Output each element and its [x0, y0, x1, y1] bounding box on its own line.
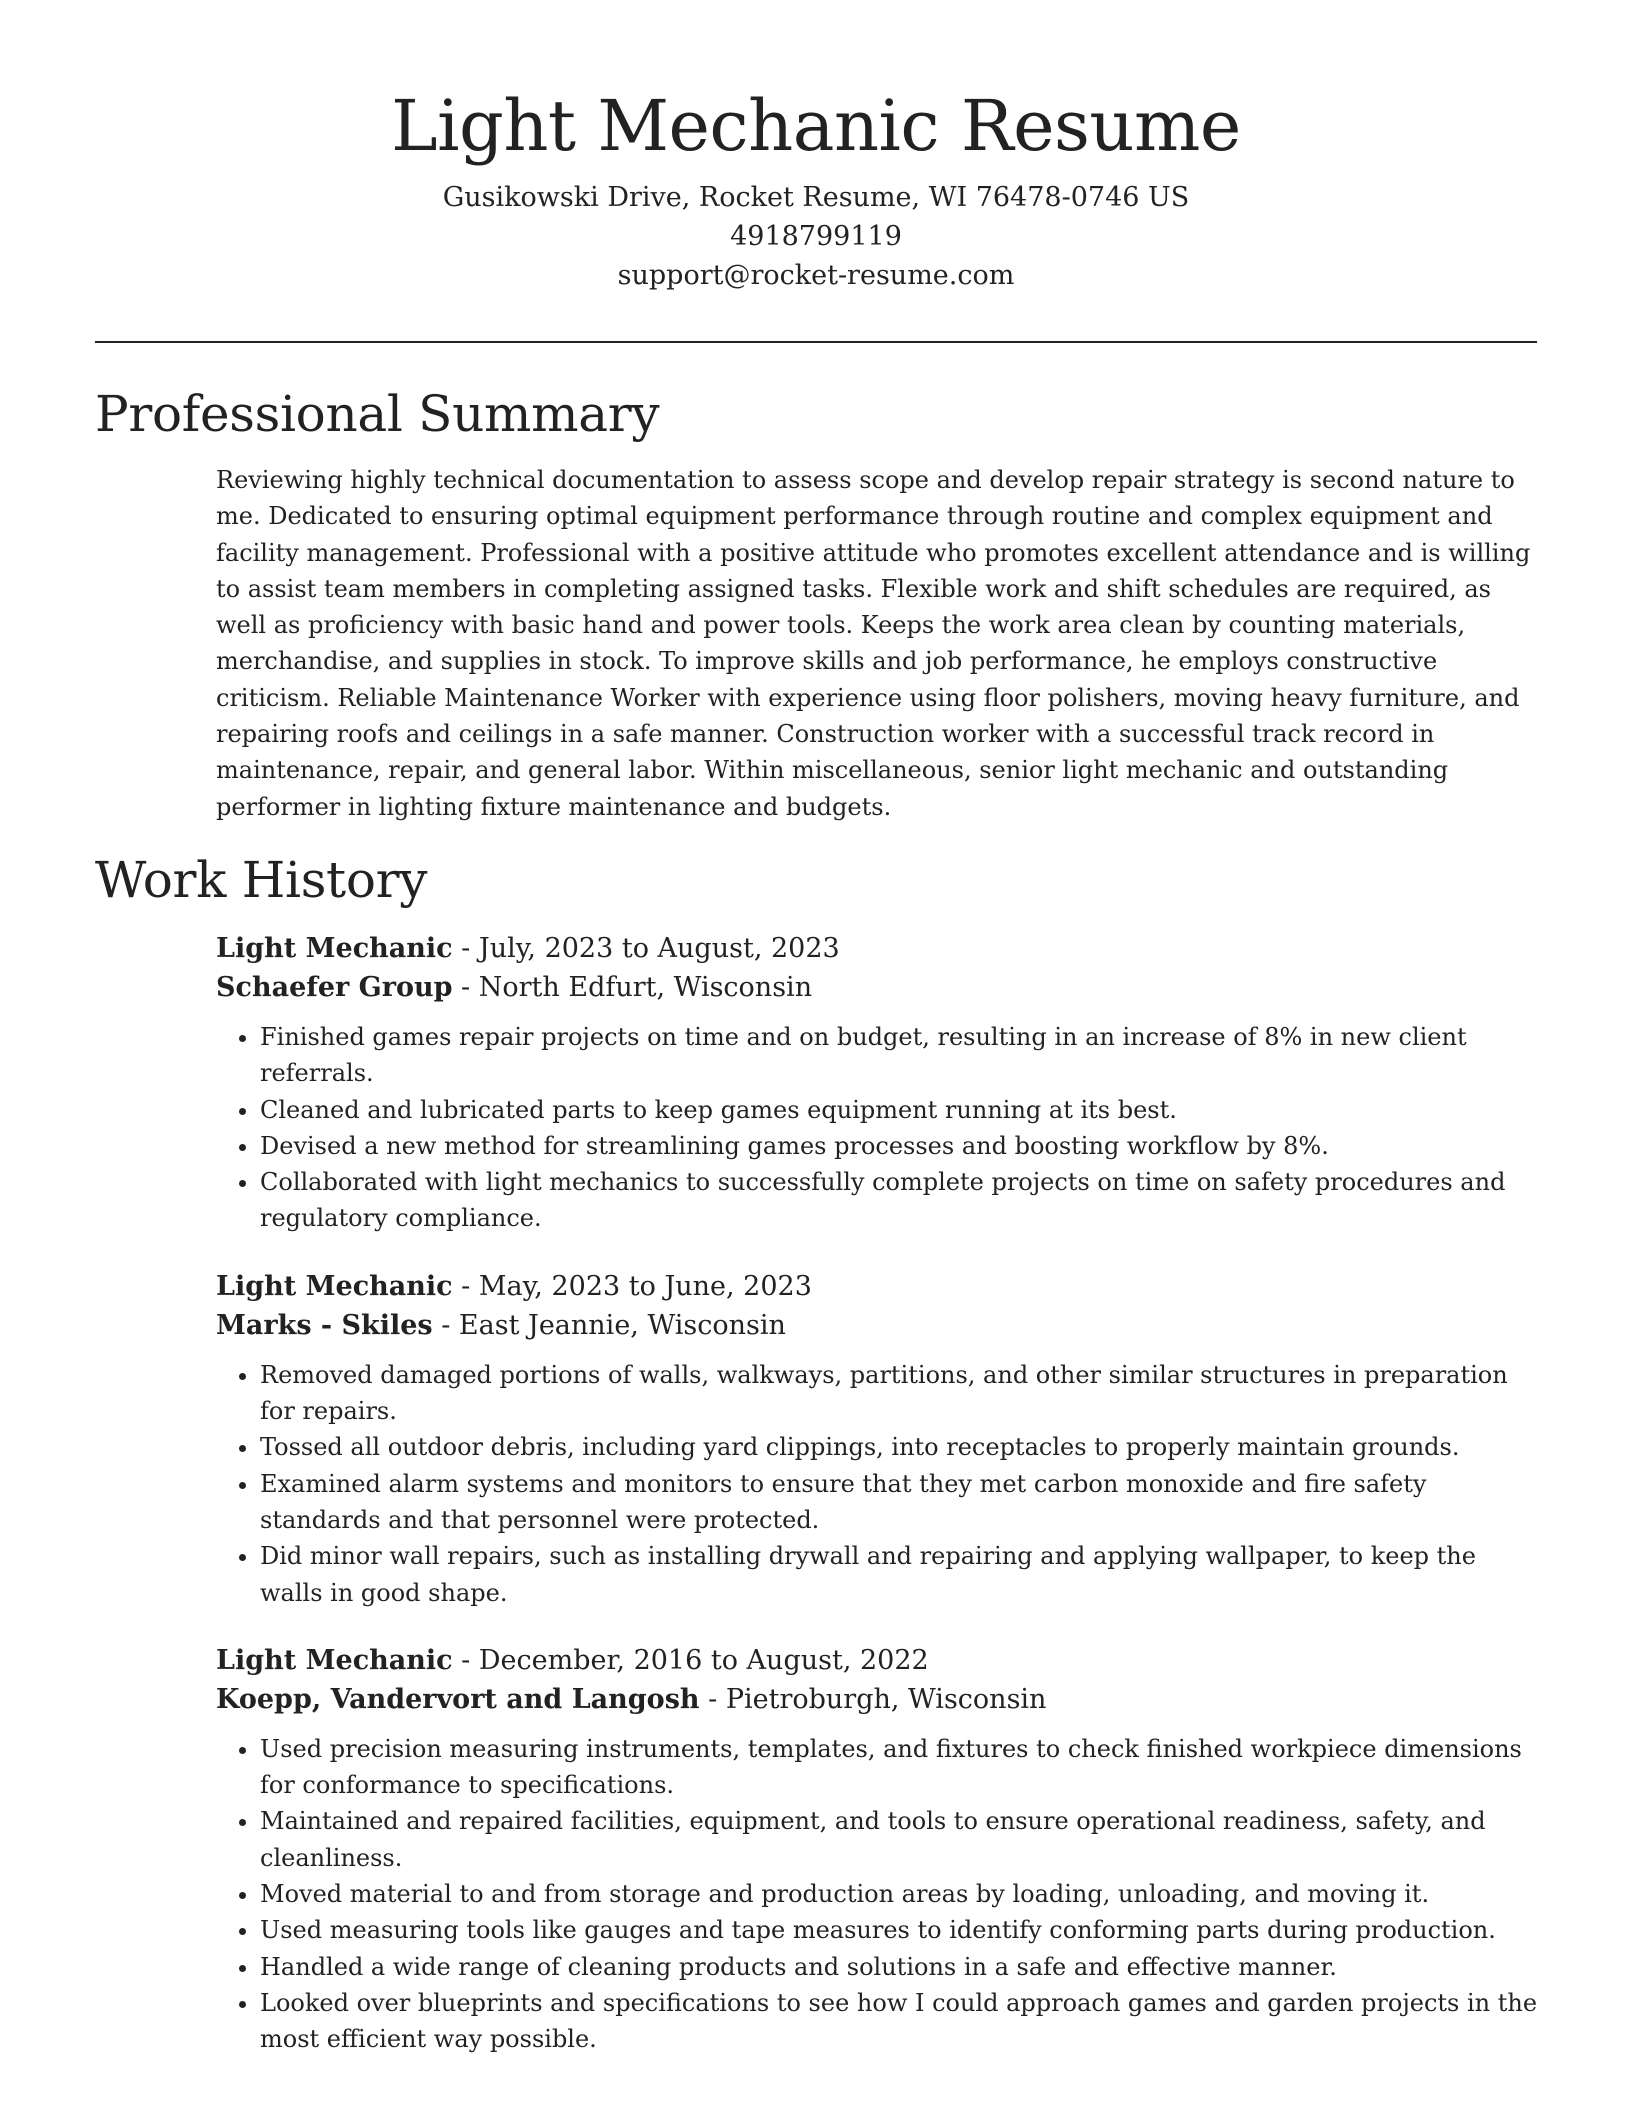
job-bullet: • Cleaned and lubricated parts to keep games equipment running at its best. [260, 1092, 1542, 1128]
contact-phone: 4918799119 [730, 221, 902, 252]
job-dates: - December, 2016 to August, 2022 [452, 1644, 929, 1676]
header-divider [95, 341, 1537, 343]
job-bullet: • Collaborated with light mechanics to successfully complete projects on time on safety procedures and regulatory compliance. [260, 1164, 1542, 1237]
job-dates: - May, 2023 to June, 2023 [452, 1270, 812, 1302]
job-title-line [216, 1641, 1542, 1680]
job-bullets [216, 1357, 1542, 1611]
job-company: Koepp, Vandervort and Langosh [216, 1683, 700, 1715]
job-bullet: • Handled a wide range of cleaning products and solutions in a safe and effective manner. [260, 1949, 1542, 1985]
job-bullet: • Examined alarm systems and monitors to ensure that they met carbon monoxide and fire safety standards and that personnel were protected. [260, 1466, 1542, 1539]
job-bullet: • Removed damaged portions of walls, walkways, partitions, and other similar structures in preparation for repairs. [260, 1357, 1542, 1430]
job-bullet: • Finished games repair projects on time and on budget, resulting in an increase of 8% in new client referrals. [260, 1019, 1542, 1092]
job-location: - Pietroburgh, Wisconsin [699, 1683, 1047, 1715]
job-title-line [216, 1267, 1542, 1306]
job-bullet: • Maintained and repaired facilities, equipment, and tools to ensure operational readiness, safety, and cleanliness. [260, 1803, 1542, 1876]
job-bullet: • Devised a new method for streamlining games processes and boosting workflow by 8%. [260, 1128, 1542, 1164]
job-dates: - July, 2023 to August, 2023 [452, 933, 840, 964]
job-title-line [216, 929, 1542, 968]
job-entry [216, 929, 1542, 1237]
job-bullets [216, 1019, 1542, 1237]
contact-block [0, 178, 1632, 295]
job-entry [216, 1641, 1542, 2058]
work-history-list [216, 929, 1542, 2088]
job-bullet: • Used measuring tools like gauges and tape measures to identify conforming parts during production. [260, 1912, 1542, 1948]
job-company-line [216, 1306, 1542, 1345]
job-bullets [216, 1731, 1542, 2058]
job-company-line [216, 1680, 1542, 1719]
job-bullet: • Moved material to and from storage and production areas by loading, unloading, and moving it. [260, 1876, 1542, 1912]
summary-text: Reviewing highly technical documentation to assess scope and develop repair strategy is second nature to me. Dedicated to ensuring optimal equipment performance through routine and complex equipment and facility management. Professional with a positive attitude who promotes excellent attendance and is willing to assist team members in completing assigned tasks. Flexible work and shift schedules are required, as well as proficiency with basic hand and power tools. Keeps the work area clean by counting materials, merchandise, and supplies in stock. To improve skills and job performance, he employs constructive criticism. Reliable Maintenance Worker with experience using floor polishers, moving heavy furniture, and repairing roofs and ceilings in a safe manner. Construction worker with a successful track record in maintenance, repair, and general labor. Within miscellaneous, senior light mechanic and outstanding performer in lighting fixture maintenance and budgets. [216, 466, 1531, 821]
work-history-heading: Work History [95, 851, 428, 909]
job-role: Light Mechanic [216, 933, 453, 964]
resume-title: Light Mechanic Resume [391, 85, 1241, 167]
resume-header [0, 0, 1632, 295]
job-bullet: • Looked over blueprints and specifications to see how I could approach games and garden projects in the most efficient way possible. [260, 1985, 1542, 2058]
contact-address: Gusikowski Drive, Rocket Resume, WI 76478-0746 US [442, 182, 1190, 213]
summary-heading: Professional Summary [95, 385, 660, 443]
contact-email: support@rocket-resume.com [617, 260, 1015, 291]
job-role: Light Mechanic [216, 1644, 453, 1676]
job-entry [216, 1267, 1542, 1611]
job-company: Marks - Skiles [216, 1309, 433, 1341]
job-location: - North Edfurt, Wisconsin [452, 972, 813, 1003]
job-bullet: • Tossed all outdoor debris, including yard clippings, into receptacles to properly maintain grounds. [260, 1429, 1542, 1465]
job-company-line [216, 968, 1542, 1007]
job-bullet: • Used precision measuring instruments, templates, and fixtures to check finished workpiece dimensions for conformance to specifications. [260, 1731, 1542, 1804]
job-bullet: • Did minor wall repairs, such as installing drywall and repairing and applying wallpaper, to keep the walls in good shape. [260, 1538, 1542, 1611]
job-role: Light Mechanic [216, 1270, 453, 1302]
job-company: Schaefer Group [216, 972, 453, 1003]
job-location: - East Jeannie, Wisconsin [432, 1309, 786, 1341]
